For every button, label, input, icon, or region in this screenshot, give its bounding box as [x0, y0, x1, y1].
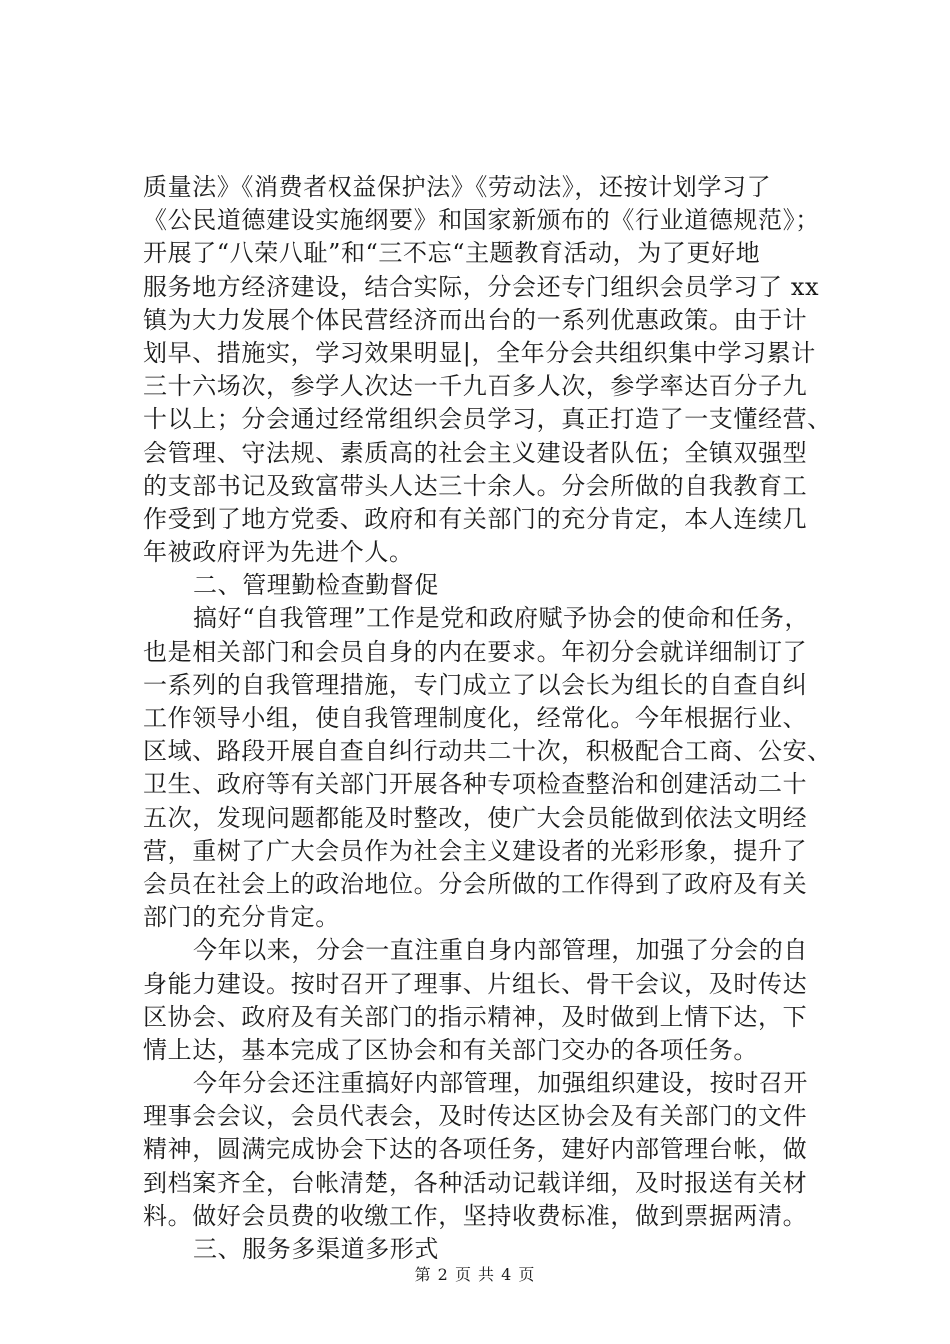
text-line: 区协会、政府及有关部门的指示精神，及时做到上情下达，下 [143, 1002, 808, 1031]
text-line: 十以上；分会通过经常组织会员学习，真正打造了一支懂经营、 [143, 405, 832, 434]
page-footer: 第 2 页 共 4 页 [414, 1265, 536, 1284]
text-line: 身能力建设。按时召开了理事、片组长、骨干会议，及时传达 [143, 969, 808, 998]
text-line: 镇为大力发展个体民营经济而出台的一系列优惠政策。由于计 [143, 305, 808, 334]
text-line: 划早、措施实，学习效果明显|，全年分会共组织集中学习累计 [143, 338, 816, 367]
text-line: 一系列的自我管理措施，专门成立了以会长为组长的自查自纠 [143, 670, 808, 699]
text-line: 部门的充分肯定。 [143, 903, 340, 932]
text-line: 工作领导小组，使自我管理制度化，经常化。今年根据行业、 [143, 704, 808, 732]
text-line: 今年以来，分会一直注重自身内部管理，加强了分会的自 [193, 936, 808, 965]
text-line: 营，重树了广大会员作为社会主义建设者的光彩形象，提升了 [143, 836, 808, 865]
text-line: 理事会会议，会员代表会，及时传达区协会及有关部门的文件 [143, 1102, 808, 1131]
text-line: 料。做好会员费的收缴工作，坚持收费标准，做到票据两清。 [143, 1201, 808, 1230]
document-body [143, 171, 833, 1266]
text-line: 三十六场次，参学人次达一千九百多人次，参学率达百分子九 [143, 372, 808, 401]
text-line: 会员在社会上的政治地位。分会所做的工作得到了政府及有关 [143, 869, 808, 898]
text-line: 五次，发现问题都能及时整改，使广大会员能做到依法文明经 [143, 803, 808, 832]
text-line: 的支部书记及致富带头人达三十余人。分会所做的自我教育工 [143, 471, 808, 500]
text-line: 开展了“八荣八耻”和“三不忘“主题教育活动，为了更好地 [143, 239, 761, 268]
text-line: 服务地方经济建设，结合实际，分会还专门组织会员学习了 xx [143, 272, 820, 301]
text-line: 区域、路段开展自查自纠行动共二十次，积极配合工商、公安、 [143, 737, 832, 766]
text-line: 卫生、政府等有关部门开展各种专项检查整治和创建活动二十 [143, 770, 808, 799]
text-line: 到档案齐全，台帐清楚，各种活动记载详细，及时报送有关材 [143, 1168, 808, 1197]
text-line: 《公民道德建设实施纲要》和国家新颁布的《行业道德规范》； [143, 206, 820, 235]
text-line: 今年分会还注重搞好内部管理，加强组织建设，按时召开 [193, 1069, 808, 1098]
text-line: 会管理、守法规、素质高的社会主义建设者队伍；全镇双强型 [143, 438, 808, 467]
text-line: 精神，圆满完成协会下达的各项任务，建好内部管理台帐，做 [143, 1135, 808, 1164]
text-line: 年被政府评为先进个人。 [143, 538, 414, 567]
text-line: 三、服务多渠道多形式 [193, 1235, 439, 1263]
text-line: 搞好“自我管理”工作是党和政府赋予协会的使命和任务， [193, 604, 810, 633]
text-line: 作受到了地方党委、政府和有关部门的充分肯定，本人连续几 [143, 504, 808, 533]
text-line: 二、管理勤检查勤督促 [193, 571, 439, 600]
text-line: 也是相关部门和会员自身的内在要求。年初分会就详细制订了 [143, 637, 808, 666]
text-line: 情上达，基本完成了区协会和有关部门交办的各项任务。 [143, 1035, 758, 1064]
text-line: 质量法》《消费者权益保护法》《劳动法》，还按计划学习了 [143, 173, 772, 201]
